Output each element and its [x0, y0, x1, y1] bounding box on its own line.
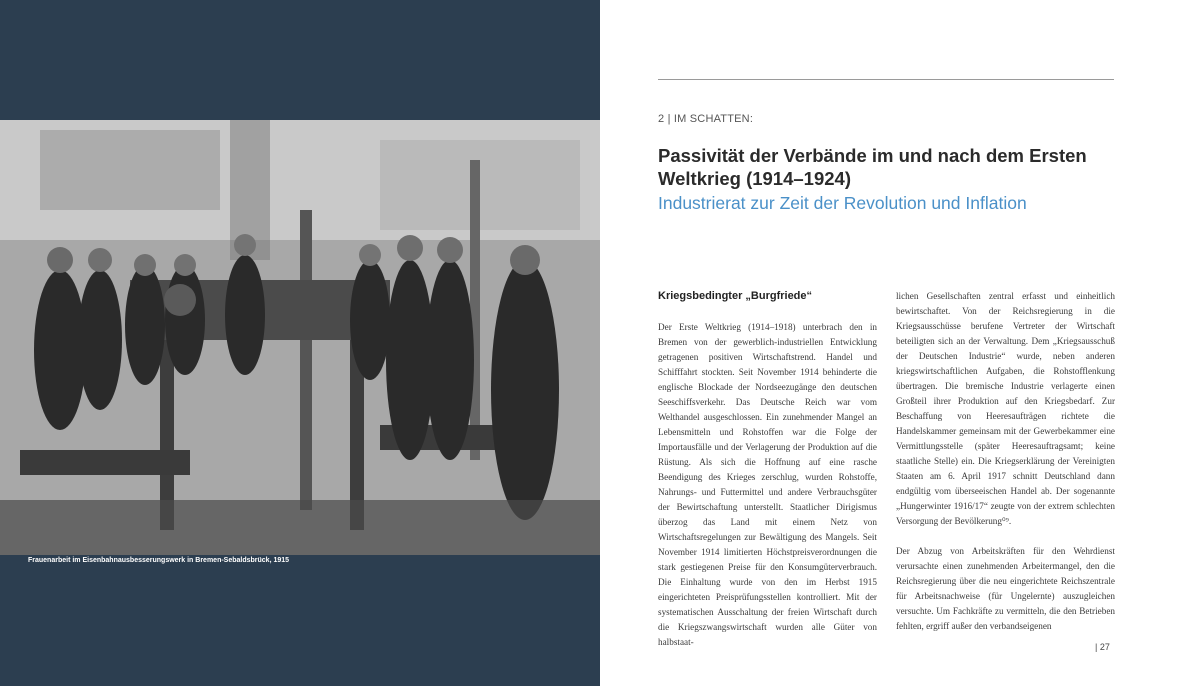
factory-workers-photo-icon	[0, 120, 600, 555]
body-paragraph: Der Erste Weltkrieg (1914–1918) unterbrach den in Bremen von der gewerblich-industriellen Entwicklung getragenen positiven Wirtschaftstrend. Handel und Schifffahrt stockten. Seit November 1914 behinderte die englische Blockade der Nordseezugänge den deutschen Seeschiffsverkehr. Das Deutsche Reich war vom Welthandel ausgeschlossen. Ein zunehmender Mangel an Lebensmitteln und Rohstoffen war die Folge der Importausfälle und der Verlagerung der Produktion auf die Rüstung. Als sich die Hoffnung auf eine rasche Beendigung des Krieges zerschlug, wurden Rohstoffe, Nahrungs- und Futtermittel und andere Verbrauchsgüter der Bewirtschaftung unterstellt. Staatlicher Dirigismus überzog das Land mit einem Netz von Wirtschaftsregelungen zur Bewältigung des Mangels. Seit November 1914 limitierten Höchstpreisverordnungen die stark gestiegenen Preise für den Konsumgüterverbrauch. Die Einhaltung wurde von den im Herbst 1915 eingerichteten Preisprüfungsstellen kontrolliert. Mit der systematischen Ausschaltung der freien Wirtschaft durch die Kriegszwangswirtschaft wurden alle Güter von halbstaat-	[658, 322, 877, 647]
page-title: Passivität der Verbände im und nach dem Ersten Weltkrieg (1914–1924)	[658, 145, 1087, 189]
right-page	[600, 0, 1200, 686]
photo-caption: Frauenarbeit im Eisenbahnausbesserungswerk in Bremen-Sebaldsbrück, 1915	[28, 557, 290, 564]
text-column-2	[896, 289, 1115, 649]
chapter-label: 2 | IM SCHATTEN:	[658, 113, 754, 125]
body-paragraph: lichen Gesellschaften zentral erfasst und einheitlich bewirtschaftet. Von der Reichsregierung in die Kriegsausschüsse berufene Vertreter der Wirtschaft beteiligten sich an der Verwaltung. Dem „Kriegsausschuß der Deutschen Industrie“ wurde, neben anderen kriegswirtschaftlichen Aufgaben, die Rohstofflenkung übertragen. Die bremische Industrie verlagerte einen Großteil ihrer Produktion auf den Kriegsbedarf. Zur Beschaffung von Heeresaufträgen richtete die Handelskammer gemeinsam mit der Gewerbekammer eine Vermittlungsstelle (später Heeresauftragsamt; keine staatliche Stelle) ein. Die Kriegserklärung der Vereinigten Staaten am 6. April 1917 schnitt Deutschland dann endgültig vom überseeischen Handel ab. Der sogenannte „Hungerwinter 1916/17“ zeugte von der extrem schlechten Versorgung der Bevölkerung⁰⁹.	[896, 291, 1115, 526]
header-rule	[658, 79, 1114, 80]
body-paragraph: Der Abzug von Arbeitskräften für den Wehrdienst verursachte einen zunehmenden Arbeitermangel, den die Reichsregierung über die neu eingerichtete Reichszentrale für Arbeitsnachweise (für Ungelernte) auszugleichen versuchte. Um Fachkräfte zu vermitteln, die den Betrieben fehlten, ergriff außer den verbandseigenen	[896, 546, 1115, 631]
text-column-1	[658, 289, 877, 665]
page-number: | 27	[1095, 642, 1110, 652]
page-subtitle: Industrierat zur Zeit der Revolution und Inflation	[658, 193, 1027, 213]
section-title: Kriegsbedingter „Burgfriede“	[658, 290, 813, 302]
historical-photo	[0, 120, 600, 555]
